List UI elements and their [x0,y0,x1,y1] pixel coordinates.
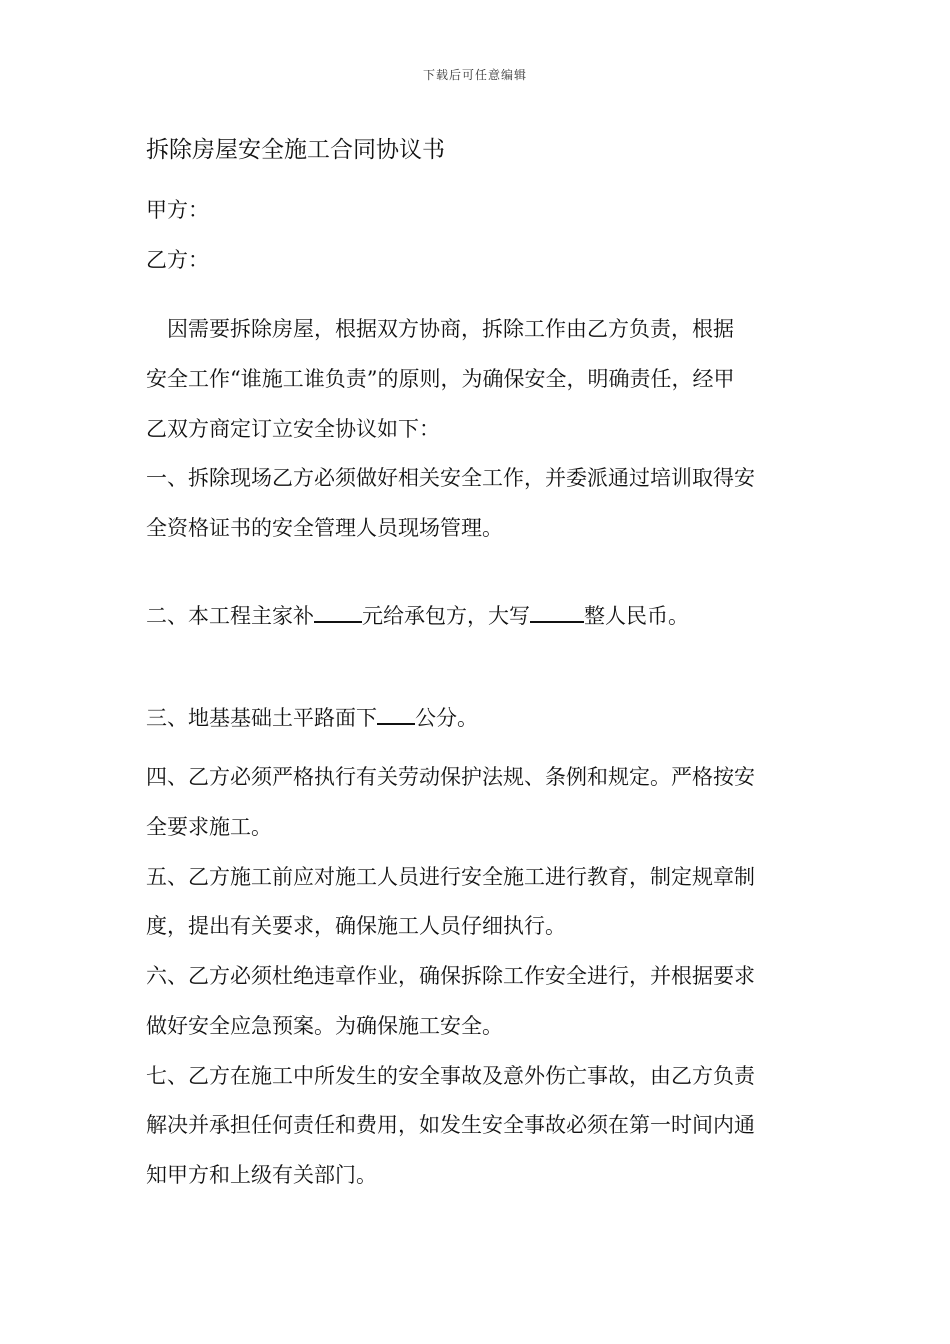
clause-5-line-2: 度，提出有关要求，确保施工人员仔细执行。 [146,914,566,938]
clause-2-part-2: 元给承包方，大写 [362,604,530,628]
party-a-label: 甲方： [146,198,209,222]
clause-4-line-1: 四、乙方必须严格执行有关劳动保护法规、条例和规定。严格按安 [146,765,755,789]
clause-7-line-2: 解决并承担任何责任和费用，如发生安全事故必须在第一时间内通 [146,1113,755,1137]
clause-1-line-1: 一、拆除现场乙方必须做好相关安全工作，并委派通过培训取得安 [146,466,755,490]
clause-5-line-1: 五、乙方施工前应对施工人员进行安全施工进行教育，制定规章制 [146,865,755,889]
clause-7-line-3: 知甲方和上级有关部门。 [146,1163,377,1187]
depth-blank[interactable] [377,701,415,725]
clause-1-line-2: 全资格证书的安全管理人员现场管理。 [146,516,503,540]
clause-3 [146,701,478,733]
intro-line-2: 安全工作“谁施工谁负责”的原则，为确保安全，明确责任，经甲 [146,367,735,391]
clause-2 [146,599,689,631]
clause-2-part-3: 整人民币。 [584,604,689,628]
clause-7-line-1: 七、乙方在施工中所发生的安全事故及意外伤亡事故，由乙方负责 [146,1064,755,1088]
party-b-label: 乙方： [146,248,209,272]
intro-line-3: 乙双方商定订立安全协议如下： [146,417,440,441]
clause-6-line-2: 做好安全应急预案。为确保施工安全。 [146,1014,503,1038]
header-note: 下载后可任意编辑 [422,68,527,82]
clause-3-part-2: 公分。 [415,706,478,730]
clause-2-part-1: 二、本工程主家补 [146,604,314,628]
clause-6-line-1: 六、乙方必须杜绝违章作业，确保拆除工作安全进行，并根据要求 [146,964,755,988]
document-title: 拆除房屋安全施工合同协议书 [146,137,445,163]
amount-blank[interactable] [314,599,362,623]
amount-in-words-blank[interactable] [530,599,584,623]
intro-line-1: 因需要拆除房屋，根据双方协商，拆除工作由乙方负责，根据 [146,317,734,341]
clause-4-line-2: 全要求施工。 [146,815,272,839]
clause-3-part-1: 三、地基基础土平路面下 [146,706,377,730]
